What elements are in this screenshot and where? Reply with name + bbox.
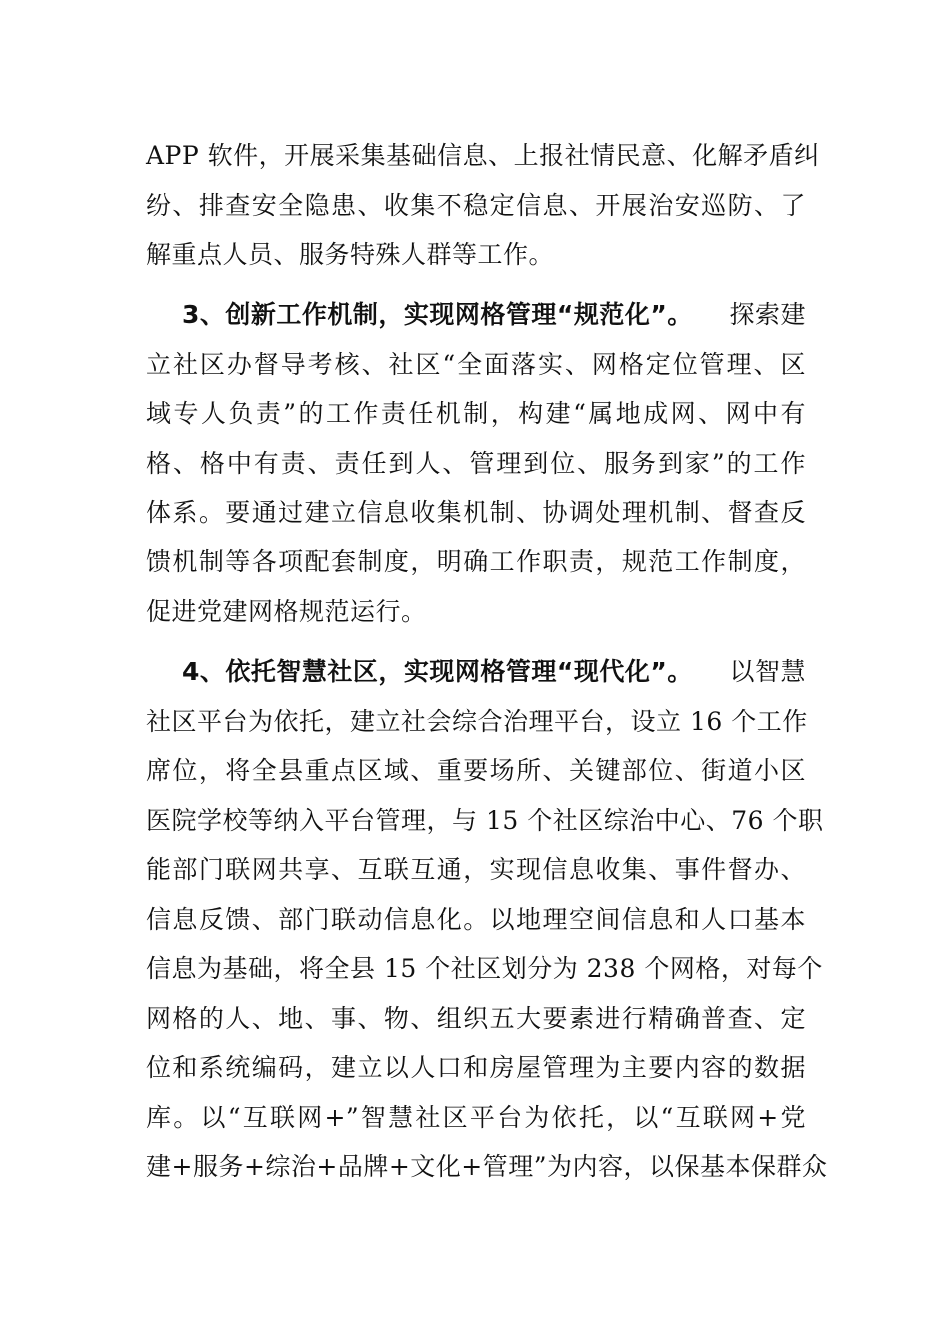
paragraph-2-line-1 [182, 300, 806, 330]
paragraph-3-line-11: 建+服务+综治+品牌+文化+管理”为内容，以保基本保群众 [146, 1152, 828, 1181]
paragraph-3-line-2: 社区平台为依托，建立社会综合治理平台，设立 16 个工作 [146, 707, 808, 736]
paragraph-3-line-6: 信息反馈、部门联动信息化。以地理空间信息和人口基本 [146, 905, 806, 934]
paragraph-2-line-4: 格、格中有责、责任到人、管理到位、服务到家”的工作 [146, 449, 806, 478]
paragraph-2-heading: 3、创新工作机制，实现网格管理“规范化”。 [182, 300, 693, 329]
paragraph-3-line-3: 席位，将全县重点区域、重要场所、关键部位、街道小区 [146, 756, 806, 785]
paragraph-3-line-8: 网格的人、地、事、物、组织五大要素进行精确普查、定 [146, 1004, 806, 1033]
paragraph-3-line-9: 位和系统编码，建立以人口和房屋管理为主要内容的数据 [146, 1053, 806, 1082]
paragraph-3-line-10: 库。以“互联网+”智慧社区平台为依托，以“互联网+党 [146, 1103, 806, 1132]
paragraph-2-line-2: 立社区办督导考核、社区“全面落实、网格定位管理、区 [146, 350, 806, 379]
paragraph-3-line-1-rest: 以智慧 [729, 657, 806, 686]
paragraph-1-line-1: APP 软件，开展采集基础信息、上报社情民意、化解矛盾纠 [146, 141, 820, 170]
paragraph-1-line-2: 纷、排查安全隐患、收集不稳定信息、开展治安巡防、了 [146, 191, 806, 220]
paragraph-2-line-5: 体系。要通过建立信息收集机制、协调处理机制、督查反 [146, 498, 806, 527]
paragraph-3-heading: 4、依托智慧社区，实现网格管理“现代化”。 [182, 657, 693, 686]
paragraph-3-line-5: 能部门联网共享、互联互通，实现信息收集、事件督办、 [146, 855, 806, 884]
paragraph-3-line-4: 医院学校等纳入平台管理，与 15 个社区综治中心、76 个职 [146, 806, 824, 835]
paragraph-2-line-1-rest: 探索建 [729, 300, 806, 329]
paragraph-2-line-3: 域专人负责”的工作责任机制，构建“属地成网、网中有 [146, 399, 806, 428]
paragraph-3-line-1 [182, 657, 806, 687]
paragraph-1-line-3: 解重点人员、服务特殊人群等工作。 [146, 240, 555, 269]
paragraph-2-line-6: 馈机制等各项配套制度，明确工作职责，规范工作制度， [146, 547, 806, 576]
paragraph-3-line-7: 信息为基础，将全县 15 个社区划分为 238 个网格，对每个 [146, 954, 823, 983]
paragraph-2-line-7: 促进党建网格规范运行。 [146, 597, 427, 626]
